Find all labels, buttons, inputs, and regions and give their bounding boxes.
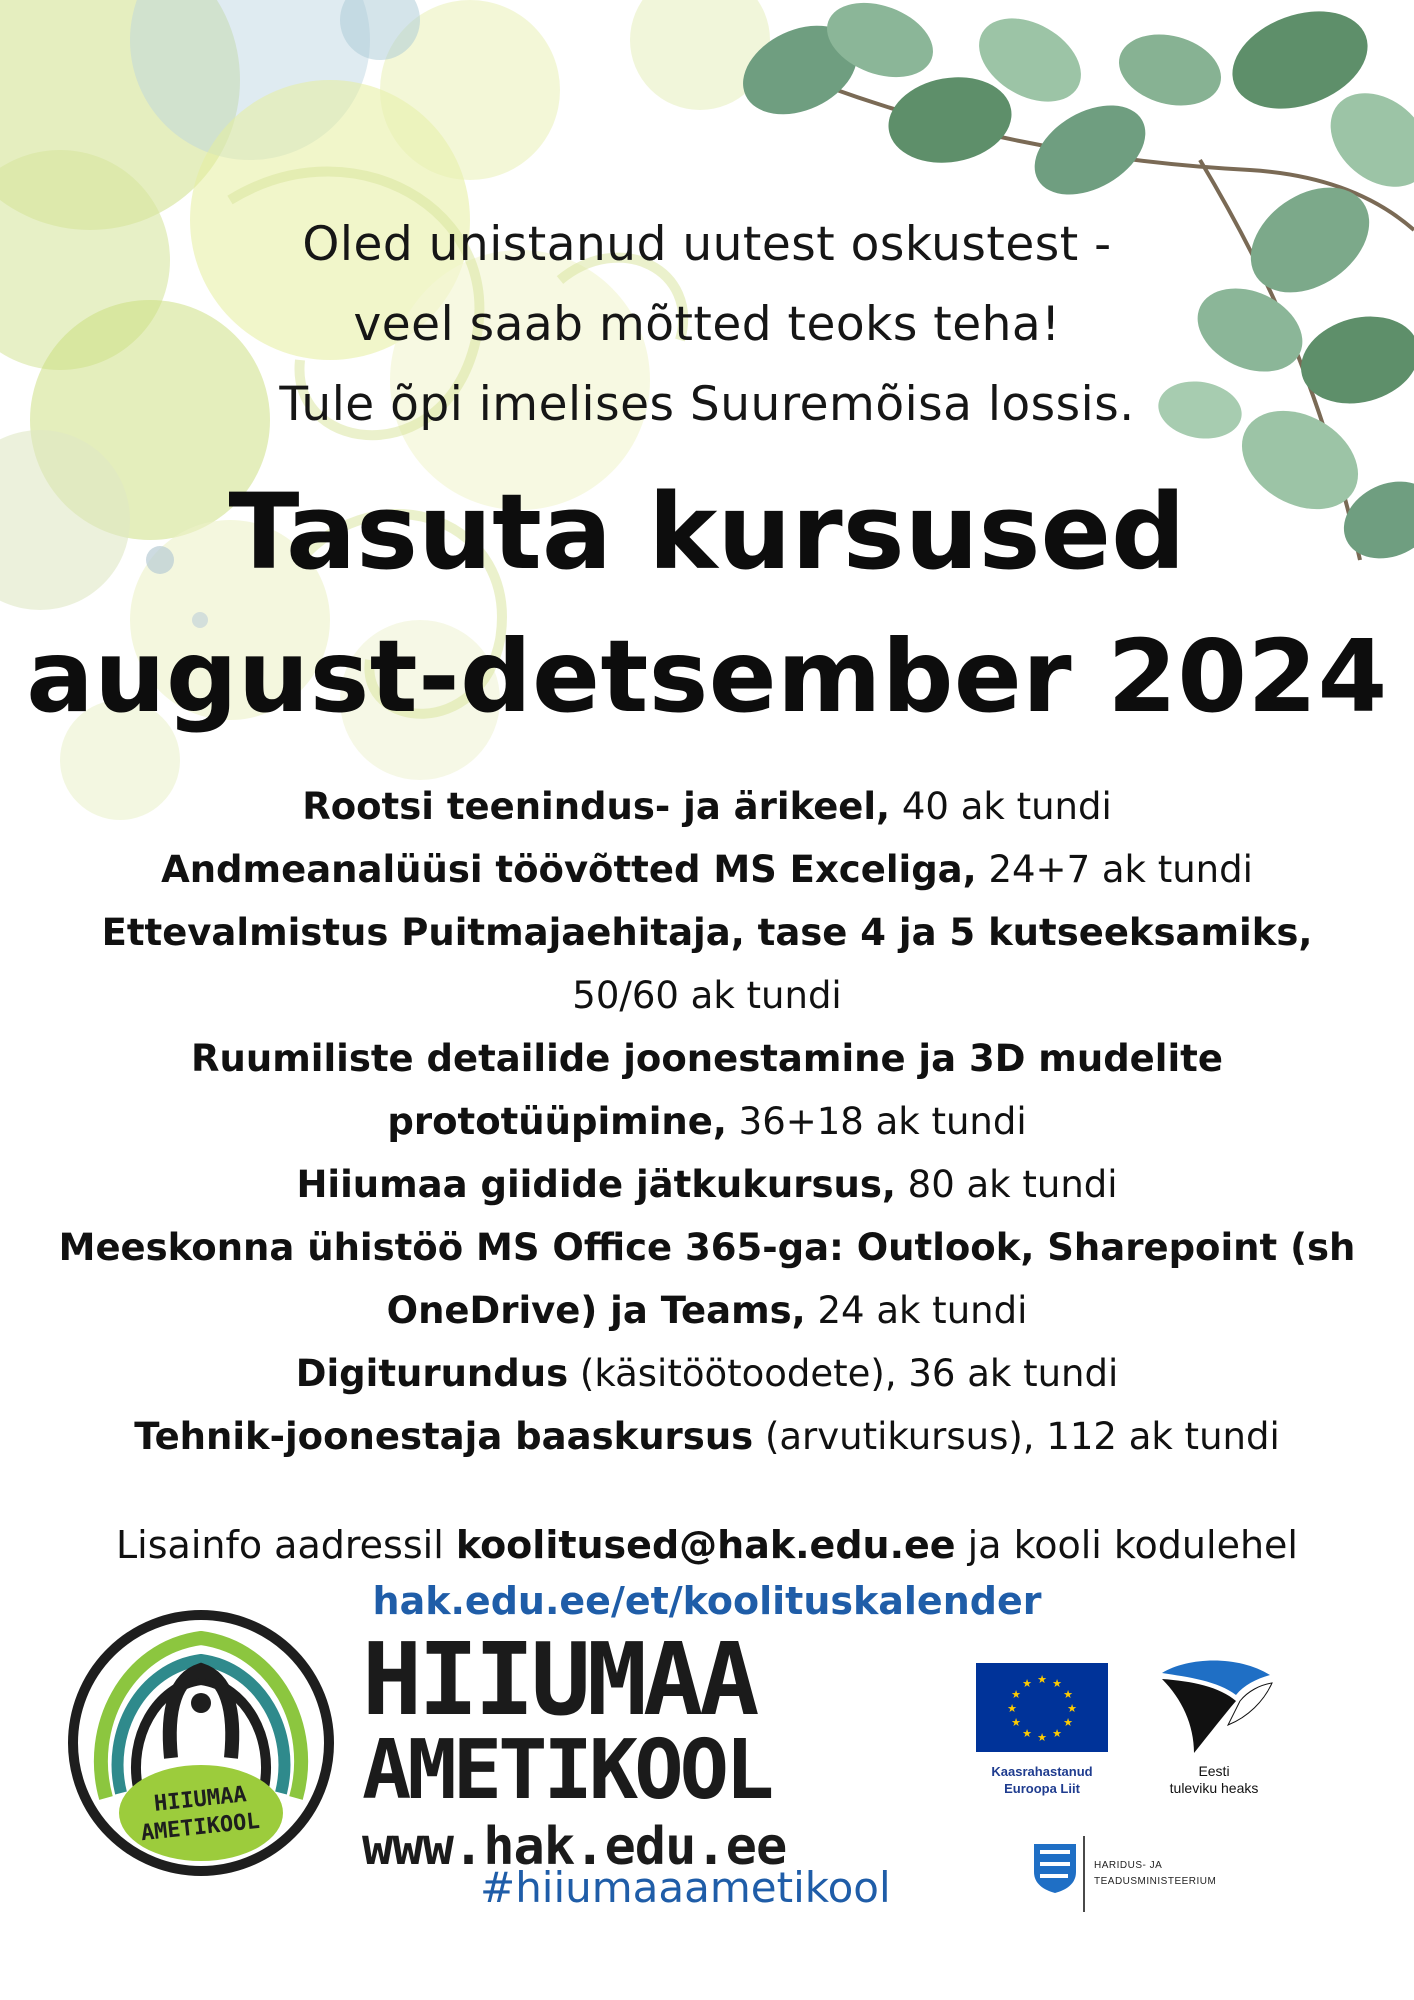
- svg-text:★: ★: [1063, 1716, 1073, 1729]
- course-hours: 24+7 ak tundi: [976, 848, 1253, 891]
- contact-info: [0, 1515, 1414, 1575]
- eu-label-line: Euroopa Liit: [1004, 1781, 1080, 1796]
- course-hours: 50/60 ak tundi: [572, 974, 842, 1017]
- contact-email[interactable]: koolitused@hak.edu.ee: [455, 1523, 956, 1567]
- course-hours: 80 ak tundi: [895, 1163, 1118, 1206]
- course-item: [0, 1216, 1414, 1279]
- headline-line-2: august-detsember 2024: [26, 618, 1388, 735]
- logo-text: AMETIKOOL: [139, 1808, 261, 1847]
- course-title: Hiiumaa giidide jätkukursus,: [296, 1163, 896, 1206]
- course-title: Andmeanalüüsi töövõtted MS Exceliga,: [161, 848, 977, 891]
- estonia-label-line: tuleviku heaks: [1169, 1780, 1259, 1796]
- course-title: Meeskonna ühistöö MS Office 365-ga: Outlook, Sharepoint (sh: [58, 1226, 1356, 1269]
- course-item: [0, 964, 1414, 1027]
- page-title: [0, 462, 1414, 752]
- svg-text:★: ★: [1063, 1688, 1073, 1701]
- course-item: [0, 1153, 1414, 1216]
- course-item: [0, 901, 1414, 964]
- svg-text:★: ★: [1067, 1702, 1077, 1715]
- eu-flag-icon: [976, 1663, 1108, 1752]
- svg-text:★: ★: [1022, 1677, 1032, 1690]
- school-name-line-1: HIIUMAA: [362, 1621, 756, 1738]
- course-item: [0, 1405, 1414, 1468]
- svg-text:★: ★: [1007, 1702, 1017, 1715]
- svg-text:★: ★: [1011, 1716, 1021, 1729]
- coat-of-arms-icon: [1030, 1842, 1080, 1894]
- ministry-label-line: HARIDUS- JA: [1094, 1860, 1163, 1871]
- intro-line: Tule õpi imelises Suuremõisa lossis.: [279, 377, 1135, 432]
- course-calendar-link[interactable]: hak.edu.ee/et/koolituskalender: [372, 1579, 1042, 1623]
- logo-text: HIIUMAA: [152, 1782, 248, 1817]
- estonia-label-line: Eesti: [1198, 1763, 1230, 1779]
- course-item: [0, 1279, 1414, 1342]
- course-title: prototüüpimine,: [387, 1100, 727, 1143]
- course-hours: 24 ak tundi: [805, 1289, 1028, 1332]
- course-title: Rootsi teenindus- ja ärikeel,: [302, 785, 891, 828]
- school-name-line-2: AMETIKOOL: [362, 1723, 771, 1818]
- course-item: [0, 1027, 1414, 1090]
- course-title: Tehnik-joonestaja baaskursus: [134, 1415, 754, 1458]
- svg-text:★: ★: [1022, 1727, 1032, 1740]
- school-website[interactable]: www.hak.edu.ee: [362, 1817, 787, 1877]
- course-title: Digiturundus: [295, 1352, 569, 1395]
- eu-cofunding-label: [940, 1763, 1144, 1797]
- estonia-label: [1148, 1763, 1280, 1797]
- ministry-label-line: TEADUSMINISTEERIUM: [1094, 1876, 1217, 1887]
- course-hours: (arvutikursus), 112 ak tundi: [753, 1415, 1280, 1458]
- headline-line-1: Tasuta kursused: [228, 471, 1186, 593]
- course-item: [0, 838, 1414, 901]
- estonia-flag-icon: [1148, 1655, 1276, 1755]
- course-hours: 36+18 ak tundi: [726, 1100, 1027, 1143]
- hashtag: #hiiumaaametikool: [480, 1863, 891, 1912]
- eu-label-line: Kaasrahastanud: [991, 1764, 1093, 1779]
- course-title: Ettevalmistus Puitmajaehitaja, tase 4 ja 5 kutseeksamiks,: [101, 911, 1313, 954]
- svg-text:★: ★: [1052, 1677, 1062, 1690]
- school-name: [362, 1621, 842, 1880]
- course-title: Ruumiliste detailide joonestamine ja 3D mudelite: [191, 1037, 1223, 1080]
- info-prefix: Lisainfo aadressil: [116, 1523, 456, 1567]
- svg-text:★: ★: [1011, 1688, 1021, 1701]
- course-hours: 40 ak tundi: [890, 785, 1112, 828]
- svg-text:★: ★: [1052, 1727, 1062, 1740]
- course-item: [0, 1342, 1414, 1405]
- course-list: [0, 775, 1414, 1468]
- intro-text: [0, 205, 1414, 445]
- course-item: [0, 1090, 1414, 1153]
- ministry-label: [1094, 1858, 1216, 1890]
- intro-line: Oled unistanud uutest oskustest -: [302, 217, 1112, 272]
- svg-text:★: ★: [1037, 1673, 1047, 1686]
- intro-line: veel saab mõtted teoks teha!: [353, 297, 1061, 352]
- school-logo: [66, 1608, 336, 1878]
- svg-text:★: ★: [1037, 1731, 1047, 1744]
- info-suffix: ja kooli kodulehel: [955, 1523, 1298, 1567]
- decorative-background: [0, 0, 1414, 900]
- ministry-divider: [1083, 1836, 1085, 1912]
- course-item: [0, 775, 1414, 838]
- course-title: OneDrive) ja Teams,: [386, 1289, 806, 1332]
- course-hours: (käsitöötoodete), 36 ak tundi: [568, 1352, 1119, 1395]
